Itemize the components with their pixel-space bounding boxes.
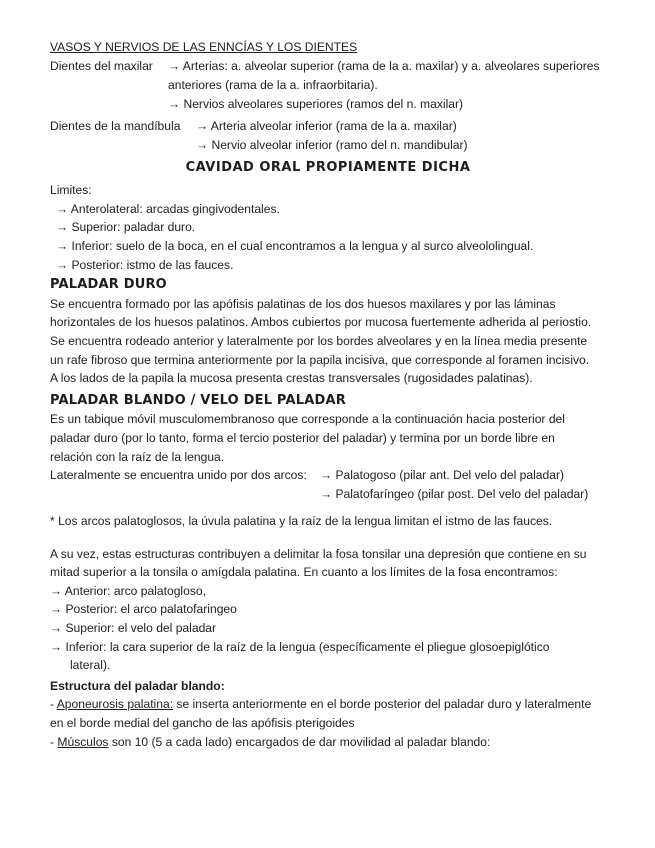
arcos-label: Lateralmente se encuentra unido por dos arcos: — [50, 468, 307, 483]
arcos-block — [50, 466, 606, 504]
paragraph-line: Se encuentra rodeado anterior y lateralmente por los bordes alveolares y en la línea media presente — [50, 333, 588, 348]
heading-paladar-blando: PALADAR BLANDO / VELO DEL PALADAR — [50, 392, 346, 408]
maxilar-block — [50, 57, 606, 113]
paladar-duro-text — [50, 295, 606, 388]
paragraph-line: A su vez, estas estructuras contribuyen a delimitar la fosa tonsilar una depresión que contiene en su — [50, 546, 587, 561]
paragraph-line: Es un tabique móvil musculomembranoso que corresponde a la continuación hacia posterior del — [50, 412, 565, 427]
musculos-term: Músculos — [57, 734, 109, 749]
paragraph-line: A los lados de la papila la mucosa presenta crestas transversales (rugosidades palatinas). — [50, 371, 533, 386]
musculos-text: son 10 (5 a cada lado) encargados de dar movilidad al paladar blando: — [108, 734, 491, 749]
fosa-limit-item: → Inferior: la cara superior de la raíz de la lengua (específicamente el pliegue glosoepiglótico — [50, 639, 550, 654]
bullet-dash: - — [50, 734, 58, 749]
limite-item: → Posterior: istmo de las fauces. — [56, 257, 234, 272]
heading-paladar-duro: PALADAR DURO — [50, 277, 167, 293]
aponeurosis-term: Aponeurosis palatina: — [56, 697, 174, 712]
fosa-limit-item-cont: lateral). — [70, 658, 111, 673]
fosa-intro — [50, 545, 606, 582]
mandibula-block — [50, 117, 606, 157]
fosa-limit-item: → Superior: el velo del paladar — [50, 621, 217, 636]
maxilar-line-2: anteriores (rama de la a. infraorbitaria). — [168, 77, 378, 92]
estructura-heading: Estructura del paladar blando: — [50, 678, 225, 693]
fosa-limit-item: → Anterior: arco palatogloso, — [50, 583, 206, 598]
paragraph-line: Se encuentra formado por las apófisis palatinas de los dos huesos maxilares y por las láminas — [50, 296, 556, 311]
fosa-limit-item: → Posterior: el arco palatofaringeo — [50, 602, 237, 617]
document-page — [50, 38, 606, 751]
paragraph-line: mitad superior a la tonsila o amígdala palatina. En cuanto a los límites de la fosa encontramos: — [50, 565, 558, 580]
aponeurosis-text: se inserta anteriormente en el borde posterior del paladar duro y lateralmente — [173, 697, 592, 712]
maxilar-label: Dientes del maxilar — [50, 58, 153, 73]
paragraph-line: horizontales de los huesos palatinos. Ambos cubiertos por mucosa fuertemente adherida al periostio. — [50, 315, 592, 330]
mandibula-label: Dientes de la mandíbula — [50, 118, 181, 133]
estructura-aponeurosis — [50, 695, 606, 714]
section-title-cavidad: CAVIDAD ORAL PROPIAMENTE DICHA — [185, 159, 471, 175]
arcos-note: * Los arcos palatoglosos, la úvula palatina y la raíz de la lengua limitan el istmo de las fauces. — [50, 514, 553, 529]
paladar-blando-text — [50, 410, 606, 466]
paragraph-line: un rafe fibroso que termina anteriormente por la papila incisiva, que corresponde al foramen incisivo. — [50, 352, 590, 367]
limite-item: → Anterolateral: arcadas gingivodentales. — [56, 201, 280, 216]
paragraph-line: paladar duro (por lo tanto, forma el tercio posterior del paladar) y termina por un borde libre en — [50, 430, 555, 445]
limite-item: → Superior: paladar duro. — [56, 220, 196, 235]
arco-item-1: → Palatogoso (pilar ant. Del velo del paladar) — [320, 468, 565, 483]
maxilar-line-1: → Arterias: a. alveolar superior (rama de la a. maxilar) y a. alveolares superiores — [168, 58, 600, 73]
paragraph-line: relación con la raíz de la lengua. — [50, 449, 225, 464]
limites-list — [50, 200, 606, 274]
maxilar-line-3: → Nervios alveolares superiores (ramos del n. maxilar) — [168, 96, 464, 111]
estructura-musculos — [50, 733, 606, 752]
section-title-vasos: VASOS Y NERVIOS DE LAS ENNCÍAS Y LOS DIENTES — [50, 40, 358, 54]
limites-label: Limites: — [50, 183, 92, 198]
limite-item: → Inferior: suelo de la boca, en el cual encontramos a la lengua y al surco alveololingual. — [56, 238, 534, 253]
mandibula-line-1: → Arteria alveolar inferior (rama de la a. maxilar) — [196, 118, 457, 133]
aponeurosis-text-line2: en el borde medial del gancho de las apófisis pterigoides — [50, 716, 355, 731]
mandibula-line-2: → Nervio alveolar inferior (ramo del n. mandibular) — [196, 137, 468, 152]
arco-item-2: → Palatofaríngeo (pilar post. Del velo del paladar) — [320, 487, 589, 502]
bullet-dash: - — [50, 697, 57, 712]
fosa-limits-list — [50, 582, 606, 675]
